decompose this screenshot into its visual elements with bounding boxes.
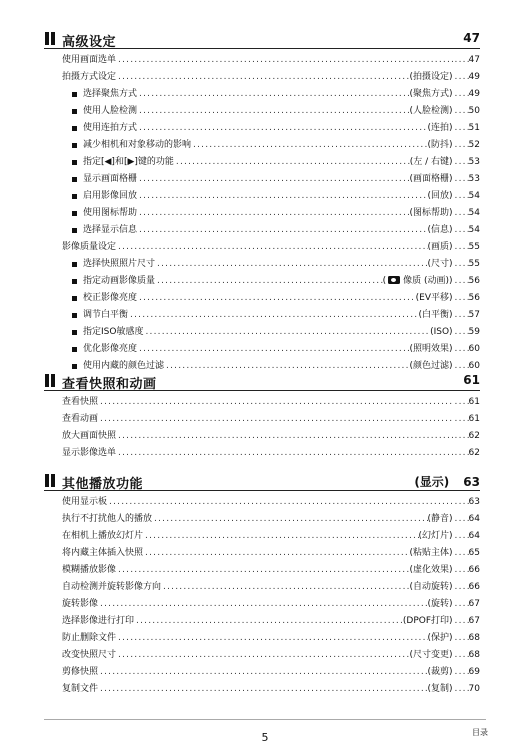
entry-reference: [428, 681, 453, 698]
dot-leader: [453, 613, 469, 630]
entry-reference: [410, 562, 453, 579]
entry-reference: [428, 630, 453, 647]
entry-title: 使用人脸检测: [83, 106, 138, 116]
entry-title: 改变快照尺寸: [62, 650, 117, 660]
section-subtitle: (显示): [414, 475, 450, 489]
dot-leader: [155, 256, 428, 273]
entry-reference-text: (白平衡): [418, 310, 453, 320]
dot-leader: [453, 256, 469, 273]
toc-entry[interactable]: [44, 445, 480, 462]
bullet-icon: [72, 177, 77, 182]
dot-leader: [453, 528, 469, 545]
bullet-icon: [72, 296, 77, 301]
dot-leader: [137, 171, 410, 188]
section-advanced-settings: [44, 30, 480, 375]
entry-title: 使用画面选单: [62, 55, 117, 65]
entry-page-number: 56: [468, 293, 480, 303]
entry-page-number: 50: [468, 106, 480, 116]
section-page-ref: [449, 373, 480, 387]
entry-page-number: 54: [468, 208, 480, 218]
dot-leader: [161, 579, 410, 596]
dot-leader: [98, 681, 428, 698]
entry-title: 防止删除文件: [62, 633, 117, 643]
entry-reference-text: (连拍): [427, 123, 453, 133]
dot-leader: [453, 290, 469, 307]
bullet-icon: [72, 160, 77, 165]
entry-page-number: 59: [468, 327, 480, 337]
entry-page-number: 53: [468, 174, 480, 184]
toc-entry[interactable]: [44, 528, 480, 545]
entry-list: [44, 391, 480, 462]
bullet-icon: [72, 228, 77, 233]
entry-title: 减少相机和对象移动的影响: [83, 140, 192, 150]
entry-page-number: 62: [468, 431, 480, 441]
entry-title: 使用图标帮助: [83, 208, 138, 218]
bullet-icon: [72, 92, 77, 97]
dot-leader: [453, 630, 469, 647]
entry-page-number: 51: [468, 123, 480, 133]
movie-icon: [388, 276, 400, 284]
entry-reference-text: (自动旋转): [409, 582, 453, 592]
dot-leader: [453, 647, 469, 664]
dot-leader: [453, 120, 469, 137]
entry-reference: [428, 137, 453, 154]
entry-reference-text: (左 / 右键): [409, 157, 453, 167]
dot-leader: [137, 86, 410, 103]
dot-leader: [137, 120, 428, 137]
dot-leader: [143, 545, 410, 562]
dot-leader: [143, 324, 430, 341]
entry-title: 自动检测并旋转影像方向: [62, 582, 162, 592]
toc-entry[interactable]: [44, 103, 480, 120]
entry-title: 使用显示板: [62, 497, 108, 507]
entry-reference-text: (虚化效果): [409, 565, 453, 575]
entry-page-number: 55: [468, 242, 480, 252]
dot-leader: [453, 69, 469, 86]
entry-reference-text: (幻灯片): [418, 531, 453, 541]
entry-title: 放大画面快照: [62, 431, 117, 441]
dot-leader: [453, 664, 469, 681]
entry-reference: [410, 545, 453, 562]
entry-page-number: 70: [468, 684, 480, 694]
dot-leader: [116, 445, 453, 462]
dot-leader: [453, 562, 469, 579]
toc-entry[interactable]: [44, 324, 480, 341]
entry-reference: [419, 307, 453, 324]
entry-page-number: 62: [468, 448, 480, 458]
section-page-ref: [449, 31, 480, 45]
section-marker-icon: [44, 374, 57, 387]
entry-title: 复制文件: [62, 684, 99, 694]
dot-leader: [453, 445, 469, 462]
toc-entry[interactable]: [44, 137, 480, 154]
entry-reference-text: (画面格栅): [409, 174, 453, 184]
toc-entry[interactable]: [44, 171, 480, 188]
toc-label: 目录: [472, 728, 488, 737]
entry-page-number: 61: [468, 414, 480, 424]
entry-reference: [428, 596, 453, 613]
toc-entry[interactable]: [44, 596, 480, 613]
entry-reference: [428, 664, 453, 681]
toc-entry[interactable]: [44, 256, 480, 273]
dot-leader: [98, 596, 428, 613]
entry-page-number: 67: [468, 599, 480, 609]
entry-reference: [410, 579, 453, 596]
entry-page-number: 57: [468, 310, 480, 320]
entry-reference-text: (尺寸变更): [409, 650, 453, 660]
entry-reference-text: (DPOF打印): [402, 616, 453, 626]
entry-title: 指定动画影像质量: [83, 276, 156, 286]
entry-reference-text: (画质): [427, 242, 453, 252]
entry-reference: [428, 511, 453, 528]
dot-leader: [453, 273, 469, 290]
toc-entry[interactable]: [44, 307, 480, 324]
dot-leader: [453, 222, 469, 239]
dot-leader: [174, 154, 410, 171]
bullet-icon: [72, 194, 77, 199]
entry-title: 剪修快照: [62, 667, 99, 677]
entry-page-number: 66: [468, 565, 480, 575]
entry-reference-text: (图标帮助): [409, 208, 453, 218]
entry-title: 显示画面格栅: [83, 174, 138, 184]
entry-page-number: 63: [468, 497, 480, 507]
entry-title: 模糊播放影像: [62, 565, 117, 575]
dot-leader: [453, 239, 469, 256]
entry-page-number: 47: [468, 55, 480, 65]
toc-entry[interactable]: [44, 647, 480, 664]
entry-title: 校正影像亮度: [83, 293, 138, 303]
dot-leader: [453, 154, 469, 171]
toc-entry[interactable]: [44, 52, 480, 69]
entry-page-number: 65: [468, 548, 480, 558]
toc-entry[interactable]: [44, 290, 480, 307]
section-page-number: 63: [463, 475, 480, 489]
toc-entry[interactable]: [44, 681, 480, 698]
dot-leader: [116, 562, 410, 579]
toc-entry[interactable]: [44, 86, 480, 103]
entry-title: 优化影像亮度: [83, 344, 138, 354]
entry-title: 显示影像选单: [62, 448, 117, 458]
section-other-playback: [44, 472, 480, 698]
entry-reference-text: (回放): [427, 191, 453, 201]
section-title: 其他播放功能: [62, 477, 144, 492]
entry-page-number: 68: [468, 633, 480, 643]
section-title: 查看快照和动画: [62, 377, 157, 392]
section-header: [44, 372, 480, 391]
entry-reference-text: (颜色过滤): [409, 361, 453, 371]
dot-leader: [453, 86, 469, 103]
toc-entry[interactable]: [44, 562, 480, 579]
toc-entry[interactable]: [44, 341, 480, 358]
entry-page-number: 64: [468, 531, 480, 541]
entry-reference: [410, 86, 453, 103]
dot-leader: [134, 613, 403, 630]
toc-entry[interactable]: [44, 664, 480, 681]
dot-leader: [453, 52, 469, 69]
entry-page-number: 56: [468, 276, 480, 286]
entry-reference: [430, 324, 452, 341]
dot-leader: [453, 324, 469, 341]
dot-leader: [191, 137, 428, 154]
entry-reference: [428, 239, 453, 256]
dot-leader: [453, 428, 469, 445]
entry-page-number: 60: [468, 344, 480, 354]
dot-leader: [453, 103, 469, 120]
entry-title: 旋转影像: [62, 599, 99, 609]
entry-title: 选择影像进行打印: [62, 616, 135, 626]
entry-reference: [416, 290, 453, 307]
dot-leader: [453, 411, 469, 428]
section-header: [44, 472, 480, 491]
page-number: 5: [261, 731, 269, 744]
entry-reference: [428, 256, 453, 273]
entry-page-number: 64: [468, 514, 480, 524]
bullet-icon: [72, 109, 77, 114]
dot-leader: [453, 137, 469, 154]
entry-reference: [419, 528, 453, 545]
entry-reference-text: (复制): [427, 684, 453, 694]
toc-entry[interactable]: [44, 205, 480, 222]
entry-reference: [410, 341, 453, 358]
entry-reference-text: (拍摄设定): [409, 72, 453, 82]
dot-leader: [137, 341, 410, 358]
entry-page-number: 69: [468, 667, 480, 677]
dot-leader: [116, 69, 410, 86]
dot-leader: [98, 664, 428, 681]
entry-page-number: 68: [468, 650, 480, 660]
toc-entry[interactable]: [44, 188, 480, 205]
entry-reference: [428, 188, 453, 205]
entry-reference-text: (EV平移): [415, 293, 453, 303]
entry-title: 选择快照照片尺寸: [83, 259, 156, 269]
entry-reference-text: (信息): [427, 225, 453, 235]
dot-leader: [453, 511, 469, 528]
entry-reference: [410, 69, 453, 86]
entry-reference-text: (尺寸): [427, 259, 453, 269]
entry-list: [44, 49, 480, 375]
entry-title: 指定ISO敏感度: [83, 327, 144, 337]
bullet-icon: [72, 313, 77, 318]
entry-reference-text: (粘贴主体): [409, 548, 453, 558]
toc-entry[interactable]: [44, 411, 480, 428]
dot-leader: [453, 545, 469, 562]
toc-entry[interactable]: [44, 630, 480, 647]
entry-reference: [410, 154, 453, 171]
entry-title: 在相机上播放幻灯片: [62, 531, 144, 541]
entry-title: 拍摄方式设定: [62, 72, 117, 82]
dot-leader: [143, 528, 419, 545]
section-page-number: 61: [463, 373, 480, 387]
entry-title: 调节白平衡: [83, 310, 129, 320]
entry-page-number: 54: [468, 225, 480, 235]
toc-entry[interactable]: [44, 613, 480, 630]
dot-leader: [98, 411, 453, 428]
entry-title: 使用连拍方式: [83, 123, 138, 133]
toc-entry[interactable]: [44, 545, 480, 562]
entry-page-number: 66: [468, 582, 480, 592]
entry-page-number: 61: [468, 397, 480, 407]
section-page-number: 47: [463, 31, 480, 45]
dot-leader: [116, 239, 428, 256]
entry-page-number: 53: [468, 157, 480, 167]
dot-leader: [453, 307, 469, 324]
entry-reference: [410, 171, 453, 188]
entry-title: 使用内藏的颜色过滤: [83, 361, 165, 371]
bullet-icon: [72, 143, 77, 148]
toc-entry[interactable]: [44, 579, 480, 596]
entry-title: 执行不打扰他人的播放: [62, 514, 153, 524]
entry-reference: [383, 273, 453, 290]
entry-reference-text: (保护): [427, 633, 453, 643]
section-view-snapshots-movies: [44, 372, 480, 462]
dot-leader: [453, 681, 469, 698]
entry-title: 选择显示信息: [83, 225, 138, 235]
dot-leader: [453, 188, 469, 205]
dot-leader: [137, 205, 410, 222]
footer-divider: [44, 719, 486, 720]
entry-reference-text: (裁剪): [427, 667, 453, 677]
bullet-icon: [72, 364, 77, 369]
entry-page-number: 67: [468, 616, 480, 626]
dot-leader: [116, 428, 453, 445]
dot-leader: [128, 307, 419, 324]
dot-leader: [116, 630, 428, 647]
toc-entry[interactable]: [44, 69, 480, 86]
entry-reference: [410, 205, 453, 222]
entry-reference: [410, 103, 453, 120]
dot-leader: [453, 171, 469, 188]
entry-page-number: 52: [468, 140, 480, 150]
section-title: 高级设定: [62, 35, 117, 50]
toc-entry[interactable]: [44, 273, 480, 290]
dot-leader: [116, 52, 453, 69]
section-page-ref: [414, 473, 480, 490]
entry-page-number: 54: [468, 191, 480, 201]
entry-reference-text: (聚焦方式): [409, 89, 453, 99]
bullet-icon: [72, 126, 77, 131]
entry-page-number: 55: [468, 259, 480, 269]
dot-leader: [116, 647, 410, 664]
dot-leader: [137, 290, 416, 307]
entry-page-number: 49: [468, 72, 480, 82]
toc-entry[interactable]: [44, 120, 480, 137]
dot-leader: [152, 511, 428, 528]
entry-reference: [403, 613, 453, 630]
entry-reference-prefix: (: [382, 276, 387, 286]
entry-reference-text: (照明效果): [409, 344, 453, 354]
entry-reference-text: (静音): [427, 514, 453, 524]
dot-leader: [453, 205, 469, 222]
section-marker-icon: [44, 474, 57, 487]
dot-leader: [453, 596, 469, 613]
section-header: [44, 30, 480, 49]
entry-reference: [410, 647, 453, 664]
entry-reference-text: (防抖): [427, 140, 453, 150]
dot-leader: [137, 103, 410, 120]
toc-entry[interactable]: [44, 239, 480, 256]
entry-title: 查看快照: [62, 397, 99, 407]
dot-leader: [155, 273, 383, 290]
section-marker-icon: [44, 32, 57, 45]
toc-entry[interactable]: [44, 428, 480, 445]
entry-page-number: 60: [468, 361, 480, 371]
entry-reference-text: (人脸检测): [409, 106, 453, 116]
dot-leader: [453, 579, 469, 596]
toc-entry[interactable]: [44, 494, 480, 511]
dot-leader: [107, 494, 453, 511]
entry-reference: [428, 222, 453, 239]
toc-entry[interactable]: [44, 154, 480, 171]
toc-entry[interactable]: [44, 511, 480, 528]
entry-reference-text: (ISO): [430, 327, 453, 337]
dot-leader: [453, 394, 469, 411]
entry-title: 启用影像回放: [83, 191, 138, 201]
entry-list: [44, 491, 480, 698]
entry-reference: [428, 120, 453, 137]
bullet-icon: [72, 211, 77, 216]
dot-leader: [453, 341, 469, 358]
entry-reference-text: (旋转): [427, 599, 453, 609]
dot-leader: [453, 494, 469, 511]
entry-title: 指定[◀]和[▶]键的功能: [83, 157, 174, 167]
dot-leader: [98, 394, 453, 411]
entry-title: 将内藏主体插入快照: [62, 548, 144, 558]
bullet-icon: [72, 279, 77, 284]
bullet-icon: [72, 262, 77, 267]
dot-leader: [137, 188, 428, 205]
toc-entry[interactable]: [44, 394, 480, 411]
bullet-icon: [72, 347, 77, 352]
bullet-icon: [72, 330, 77, 335]
toc-entry[interactable]: [44, 222, 480, 239]
entry-title: 影像质量设定: [62, 242, 117, 252]
dot-leader: [137, 222, 428, 239]
entry-title: 选择聚焦方式: [83, 89, 138, 99]
entry-page-number: 49: [468, 89, 480, 99]
entry-title: 查看动画: [62, 414, 99, 424]
entry-reference-text: 像质 (动画)): [403, 276, 453, 286]
